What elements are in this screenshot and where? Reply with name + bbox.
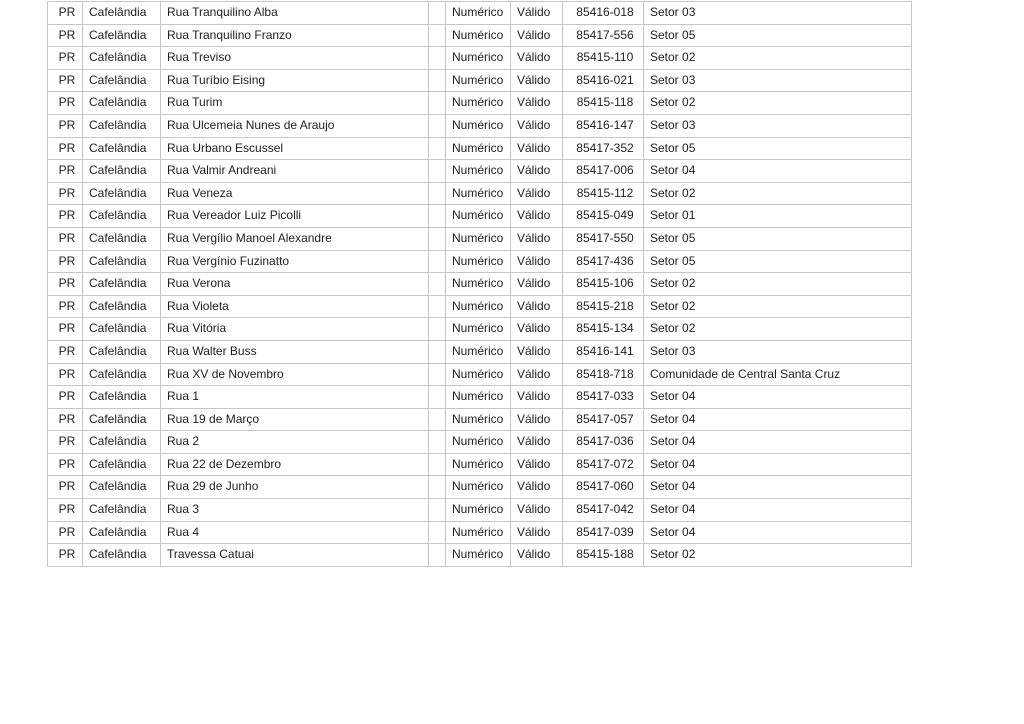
cell-uf: PR <box>48 499 83 522</box>
cell-cep: 85416-141 <box>563 340 644 363</box>
table-row <box>48 408 912 431</box>
cell-uf: PR <box>48 431 83 454</box>
cell-status: Válido <box>511 521 563 544</box>
cell-cep: 85416-018 <box>563 2 644 25</box>
cell-status: Válido <box>511 499 563 522</box>
cell-type: Numérico <box>446 408 511 431</box>
cell-district: Setor 05 <box>644 227 912 250</box>
cell-uf: PR <box>48 160 83 183</box>
cell-district: Setor 02 <box>644 47 912 70</box>
cell-cep: 85417-039 <box>563 521 644 544</box>
table-row <box>48 92 912 115</box>
cell-district: Setor 02 <box>644 273 912 296</box>
cell-city: Cafelândia <box>83 386 161 409</box>
cell-street: Rua Treviso <box>161 47 429 70</box>
cell-street: Rua 2 <box>161 431 429 454</box>
table-row <box>48 69 912 92</box>
cell-status: Válido <box>511 295 563 318</box>
cell-spacer <box>429 69 446 92</box>
cell-status: Válido <box>511 544 563 567</box>
table-row <box>48 453 912 476</box>
cell-cep: 85417-556 <box>563 24 644 47</box>
table-row <box>48 47 912 70</box>
cell-uf: PR <box>48 318 83 341</box>
cell-status: Válido <box>511 24 563 47</box>
cell-street: Rua Violeta <box>161 295 429 318</box>
cell-spacer <box>429 205 446 228</box>
cell-type: Numérico <box>446 521 511 544</box>
cell-district: Setor 05 <box>644 137 912 160</box>
table-row <box>48 114 912 137</box>
cell-status: Válido <box>511 431 563 454</box>
cell-uf: PR <box>48 2 83 25</box>
cell-status: Válido <box>511 114 563 137</box>
cell-uf: PR <box>48 295 83 318</box>
cell-type: Numérico <box>446 295 511 318</box>
cell-cep: 85418-718 <box>563 363 644 386</box>
cell-spacer <box>429 47 446 70</box>
cell-city: Cafelândia <box>83 521 161 544</box>
cell-spacer <box>429 453 446 476</box>
cell-uf: PR <box>48 250 83 273</box>
cell-district: Setor 03 <box>644 2 912 25</box>
cell-street: Rua Ulcemeia Nunes de Araujo <box>161 114 429 137</box>
cell-street: Rua Turim <box>161 92 429 115</box>
cell-district: Setor 04 <box>644 476 912 499</box>
cell-city: Cafelândia <box>83 137 161 160</box>
cell-district: Setor 02 <box>644 182 912 205</box>
cell-street: Rua 1 <box>161 386 429 409</box>
cell-uf: PR <box>48 476 83 499</box>
cell-city: Cafelândia <box>83 205 161 228</box>
cell-street: Rua Verona <box>161 273 429 296</box>
table-row <box>48 137 912 160</box>
cell-spacer <box>429 363 446 386</box>
cell-cep: 85417-352 <box>563 137 644 160</box>
cell-street: Rua 22 de Dezembro <box>161 453 429 476</box>
cell-spacer <box>429 2 446 25</box>
cell-cep: 85417-057 <box>563 408 644 431</box>
cell-status: Válido <box>511 386 563 409</box>
cell-city: Cafelândia <box>83 499 161 522</box>
cell-status: Válido <box>511 476 563 499</box>
cell-district: Setor 02 <box>644 318 912 341</box>
cell-uf: PR <box>48 182 83 205</box>
table-row <box>48 318 912 341</box>
cell-status: Válido <box>511 408 563 431</box>
cell-cep: 85417-036 <box>563 431 644 454</box>
cell-city: Cafelândia <box>83 250 161 273</box>
cell-cep: 85417-072 <box>563 453 644 476</box>
table-row <box>48 340 912 363</box>
cell-city: Cafelândia <box>83 182 161 205</box>
cell-street: Rua Veneza <box>161 182 429 205</box>
cell-street: Rua 3 <box>161 499 429 522</box>
cell-status: Válido <box>511 340 563 363</box>
cell-uf: PR <box>48 137 83 160</box>
cell-cep: 85417-436 <box>563 250 644 273</box>
cell-district: Setor 03 <box>644 69 912 92</box>
cell-type: Numérico <box>446 182 511 205</box>
cell-type: Numérico <box>446 205 511 228</box>
cell-city: Cafelândia <box>83 92 161 115</box>
cell-status: Válido <box>511 453 563 476</box>
cell-status: Válido <box>511 182 563 205</box>
cell-uf: PR <box>48 69 83 92</box>
cell-spacer <box>429 137 446 160</box>
cell-uf: PR <box>48 47 83 70</box>
cell-type: Numérico <box>446 431 511 454</box>
cell-type: Numérico <box>446 363 511 386</box>
cell-city: Cafelândia <box>83 544 161 567</box>
table-row <box>48 476 912 499</box>
cell-type: Numérico <box>446 544 511 567</box>
cell-cep: 85415-106 <box>563 273 644 296</box>
cell-cep: 85415-118 <box>563 92 644 115</box>
cell-uf: PR <box>48 521 83 544</box>
cell-cep: 85415-112 <box>563 182 644 205</box>
cell-type: Numérico <box>446 137 511 160</box>
cell-status: Válido <box>511 160 563 183</box>
cell-cep: 85415-134 <box>563 318 644 341</box>
cell-type: Numérico <box>446 453 511 476</box>
cell-district: Setor 01 <box>644 205 912 228</box>
cell-district: Setor 04 <box>644 499 912 522</box>
cell-district: Setor 02 <box>644 92 912 115</box>
cell-spacer <box>429 273 446 296</box>
cell-spacer <box>429 431 446 454</box>
cell-type: Numérico <box>446 340 511 363</box>
cell-street: Rua Walter Buss <box>161 340 429 363</box>
cell-uf: PR <box>48 386 83 409</box>
cell-cep: 85415-218 <box>563 295 644 318</box>
cell-status: Válido <box>511 137 563 160</box>
table-row <box>48 160 912 183</box>
table-row <box>48 273 912 296</box>
cell-spacer <box>429 544 446 567</box>
cell-city: Cafelândia <box>83 160 161 183</box>
cell-status: Válido <box>511 2 563 25</box>
table-row <box>48 363 912 386</box>
cell-spacer <box>429 386 446 409</box>
cell-street: Rua 29 de Junho <box>161 476 429 499</box>
cell-street: Rua Tranquilino Franzo <box>161 24 429 47</box>
cell-spacer <box>429 521 446 544</box>
cell-city: Cafelândia <box>83 431 161 454</box>
cell-district: Setor 05 <box>644 24 912 47</box>
cell-cep: 85417-033 <box>563 386 644 409</box>
cell-spacer <box>429 227 446 250</box>
cell-city: Cafelândia <box>83 295 161 318</box>
cell-spacer <box>429 114 446 137</box>
cell-type: Numérico <box>446 2 511 25</box>
table-row <box>48 499 912 522</box>
cell-district: Setor 04 <box>644 431 912 454</box>
table-row <box>48 24 912 47</box>
table-row <box>48 205 912 228</box>
table-row <box>48 182 912 205</box>
cell-city: Cafelândia <box>83 227 161 250</box>
cell-type: Numérico <box>446 273 511 296</box>
cell-spacer <box>429 295 446 318</box>
cell-district: Setor 04 <box>644 521 912 544</box>
cell-street: Rua XV de Novembro <box>161 363 429 386</box>
table-row <box>48 521 912 544</box>
cell-cep: 85417-006 <box>563 160 644 183</box>
cell-district: Setor 02 <box>644 295 912 318</box>
cell-city: Cafelândia <box>83 453 161 476</box>
cell-street: Rua 4 <box>161 521 429 544</box>
cell-street: Rua Vergínio Fuzinatto <box>161 250 429 273</box>
cell-street: Rua 19 de Março <box>161 408 429 431</box>
cell-type: Numérico <box>446 114 511 137</box>
table-row <box>48 227 912 250</box>
cell-uf: PR <box>48 340 83 363</box>
cell-uf: PR <box>48 544 83 567</box>
table-row <box>48 431 912 454</box>
cell-district: Setor 04 <box>644 408 912 431</box>
cell-spacer <box>429 160 446 183</box>
cep-table-container <box>47 1 912 567</box>
cell-spacer <box>429 24 446 47</box>
cell-type: Numérico <box>446 250 511 273</box>
cell-street: Rua Urbano Escussel <box>161 137 429 160</box>
cell-uf: PR <box>48 92 83 115</box>
cell-cep: 85415-110 <box>563 47 644 70</box>
cell-type: Numérico <box>446 160 511 183</box>
cell-uf: PR <box>48 24 83 47</box>
cell-type: Numérico <box>446 318 511 341</box>
cell-status: Válido <box>511 47 563 70</box>
cell-street: Travessa Catuai <box>161 544 429 567</box>
cell-type: Numérico <box>446 69 511 92</box>
cell-district: Setor 04 <box>644 160 912 183</box>
cell-city: Cafelândia <box>83 363 161 386</box>
cell-city: Cafelândia <box>83 408 161 431</box>
cell-spacer <box>429 92 446 115</box>
cell-type: Numérico <box>446 24 511 47</box>
cell-status: Válido <box>511 92 563 115</box>
cell-type: Numérico <box>446 92 511 115</box>
cell-cep: 85416-021 <box>563 69 644 92</box>
table-row <box>48 295 912 318</box>
cell-city: Cafelândia <box>83 69 161 92</box>
cell-district: Setor 03 <box>644 340 912 363</box>
cell-status: Válido <box>511 250 563 273</box>
cell-district: Setor 04 <box>644 386 912 409</box>
cell-uf: PR <box>48 273 83 296</box>
cell-street: Rua Vergílio Manoel Alexandre <box>161 227 429 250</box>
cell-type: Numérico <box>446 499 511 522</box>
cell-street: Rua Tranquilino Alba <box>161 2 429 25</box>
cell-uf: PR <box>48 408 83 431</box>
cell-uf: PR <box>48 363 83 386</box>
cell-cep: 85417-042 <box>563 499 644 522</box>
cell-status: Válido <box>511 205 563 228</box>
cell-spacer <box>429 182 446 205</box>
cell-district: Setor 05 <box>644 250 912 273</box>
cell-status: Válido <box>511 363 563 386</box>
cell-city: Cafelândia <box>83 2 161 25</box>
table-row <box>48 544 912 567</box>
cell-spacer <box>429 408 446 431</box>
cell-spacer <box>429 318 446 341</box>
cell-status: Válido <box>511 69 563 92</box>
cell-street: Rua Valmir Andreani <box>161 160 429 183</box>
cell-spacer <box>429 476 446 499</box>
cell-uf: PR <box>48 227 83 250</box>
cell-type: Numérico <box>446 386 511 409</box>
cell-district: Setor 04 <box>644 453 912 476</box>
cell-city: Cafelândia <box>83 114 161 137</box>
cell-city: Cafelândia <box>83 47 161 70</box>
table-row <box>48 2 912 25</box>
cep-table-body <box>48 2 912 567</box>
cell-district: Setor 03 <box>644 114 912 137</box>
cell-spacer <box>429 250 446 273</box>
cell-uf: PR <box>48 453 83 476</box>
cell-status: Válido <box>511 273 563 296</box>
table-row <box>48 250 912 273</box>
cell-type: Numérico <box>446 47 511 70</box>
cell-status: Válido <box>511 227 563 250</box>
cep-table <box>47 1 912 567</box>
cell-street: Rua Vitória <box>161 318 429 341</box>
cell-city: Cafelândia <box>83 340 161 363</box>
cell-city: Cafelândia <box>83 476 161 499</box>
cell-street: Rua Vereador Luiz Picolli <box>161 205 429 228</box>
cell-type: Numérico <box>446 227 511 250</box>
cell-cep: 85417-060 <box>563 476 644 499</box>
cell-district: Comunidade de Central Santa Cruz <box>644 363 912 386</box>
cell-cep: 85415-188 <box>563 544 644 567</box>
cell-street: Rua Turíbio Eising <box>161 69 429 92</box>
cell-cep: 85416-147 <box>563 114 644 137</box>
cell-city: Cafelândia <box>83 273 161 296</box>
cell-uf: PR <box>48 114 83 137</box>
cell-district: Setor 02 <box>644 544 912 567</box>
cell-cep: 85417-550 <box>563 227 644 250</box>
table-row <box>48 386 912 409</box>
cell-city: Cafelândia <box>83 24 161 47</box>
cell-type: Numérico <box>446 476 511 499</box>
cell-status: Válido <box>511 318 563 341</box>
cell-spacer <box>429 499 446 522</box>
cell-spacer <box>429 340 446 363</box>
cell-uf: PR <box>48 205 83 228</box>
cell-city: Cafelândia <box>83 318 161 341</box>
cell-cep: 85415-049 <box>563 205 644 228</box>
